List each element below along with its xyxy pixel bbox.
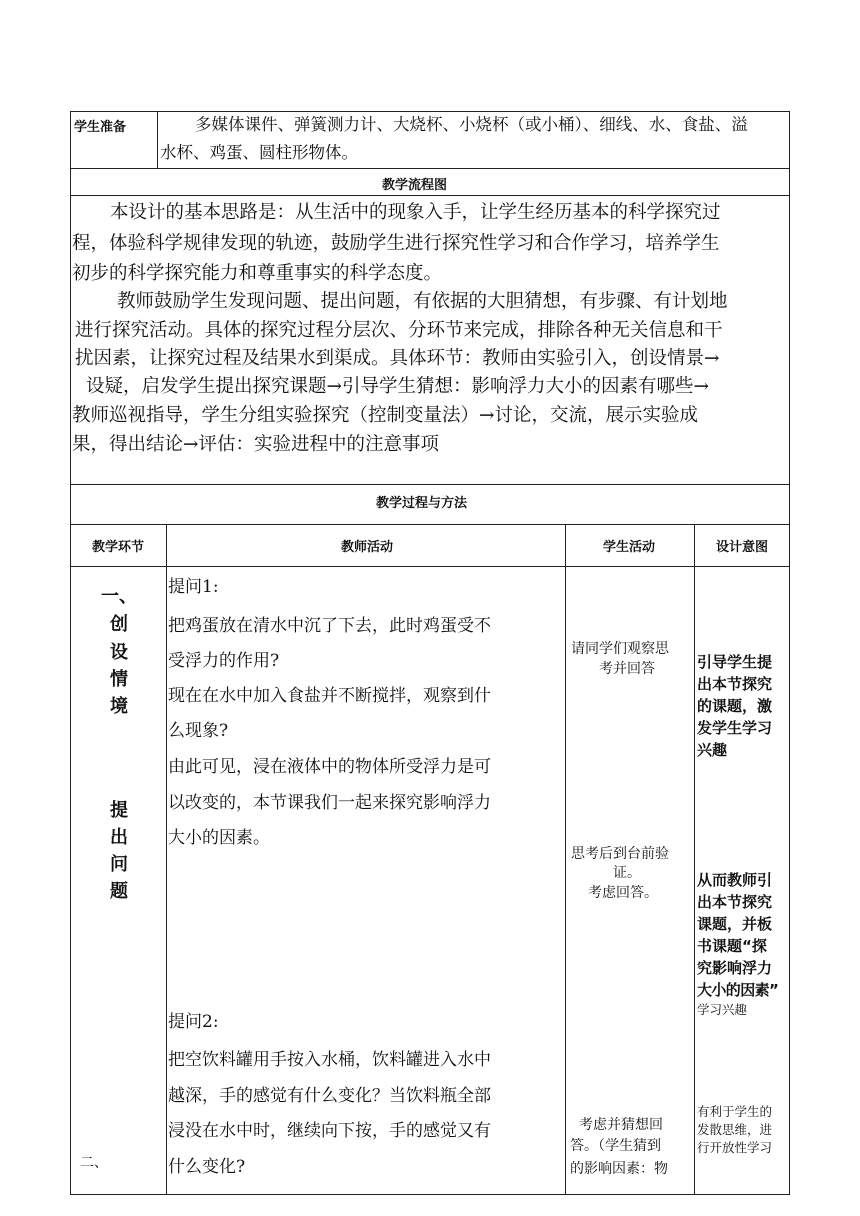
flow-line: 程，体验科学规律发现的轨迹，鼓励学生进行探究性学习和合作学习，培养学生 [72,233,720,254]
stage-char: 问 [110,854,128,875]
col-header-teacher: 教师活动 [341,540,394,555]
flow-line: 果，得出结论→评估：实验进程中的注意事项 [72,434,440,455]
student-line: 证。 [613,865,641,881]
teacher-line: 浸没在水中时，继续向下按，手的感觉又有 [168,1121,491,1141]
teacher-line: 什么变化? [168,1157,246,1177]
flow-line: 本设计的基本思路是：从生活中的现象入手，让学生经历基本的科学探究过 [110,202,721,223]
flow-line: 教师鼓励学生发现问题、提出问题，有依据的大胆猜想，有步骤、有计划地 [117,291,728,312]
intent-line: 究影响浮力 [697,959,773,977]
process-title: 教学过程与方法 [376,496,468,511]
intent-line: 行开放性学习 [697,1140,773,1155]
stage-char: 题 [110,881,128,902]
stage-char: 提 [110,800,128,821]
stage-char: 境 [110,696,128,717]
col-header-intent: 设计意图 [716,540,769,555]
prep-text-line2: 水杯、鸡蛋、圆柱形物体。 [160,143,358,162]
intent-line: 有利于学生的 [697,1104,773,1119]
flow-line: 初步的科学探究能力和尊重事实的科学态度。 [72,263,443,284]
flow-line: 教师巡视指导，学生分组实验探究（控制变量法）→讨论，交流，展示实验成 [72,405,699,426]
teacher-line: 由此可见，浸在液体中的物体所受浮力是可 [168,757,491,777]
intent-line: 引导学生提 [697,653,773,671]
intent-line: 书课题“探 [697,937,767,955]
intent-line: 的课题，激 [697,697,773,715]
table-rule [694,524,695,1194]
student-line: 考虑回答。 [588,885,658,901]
col-header-student: 学生活动 [603,540,656,555]
table-border-right [789,111,790,1195]
intent-line: 出本节探究 [697,675,773,693]
table-border-top [70,111,790,112]
teacher-line: 以改变的，本节课我们一起来探究影响浮力 [168,793,491,813]
table-border-bottom [70,1194,790,1195]
intent-line: 发散思维，进 [697,1122,773,1137]
stage-char: 情 [110,669,128,690]
intent-line: 大小的因素” [697,981,779,999]
student-line: 请同学们观察思 [571,641,669,657]
teacher-line: 大小的因素。 [168,828,270,848]
table-rule [70,484,790,485]
prep-label: 学生准备 [74,120,127,135]
flow-line: 进行探究活动。具体的探究过程分层次、分环节来完成，排除各种无关信息和干 [75,320,723,341]
question-title: 提问2: [168,1012,219,1032]
student-line: 考并回答 [599,661,655,677]
table-rule [157,111,158,168]
intent-line: 出本节探究 [697,893,773,911]
table-rule [70,195,790,196]
student-line: 思考后到台前验 [571,846,669,862]
teacher-line: 现在在水中加入食盐并不断搅拌，观察到什 [168,686,491,706]
student-line: 的影响因素：物 [570,1161,668,1177]
table-rule [565,524,566,1194]
stage-char: 一、 [101,586,137,607]
flow-line: 设疑，启发学生提出探究课题→引导学生猜想：影响浮力大小的因素有哪些→ [86,376,710,397]
table-rule [166,524,167,1194]
teacher-line: 把鸡蛋放在清水中沉了下去，此时鸡蛋受不 [168,616,491,636]
student-line: 答。（学生猜到 [570,1138,661,1154]
stage-char: 出 [110,827,128,848]
stage-char: 创 [110,614,128,635]
intent-line: 从而教师引 [697,871,773,889]
stage-char: 设 [110,642,128,663]
table-rule [70,566,790,567]
student-line: 考虑并猜想回 [579,1117,663,1133]
teacher-line: 把空饮料罐用手按入水桶，饮料罐进入水中 [168,1050,491,1070]
intent-2-tail: 学习兴趣 [697,1002,748,1017]
flow-title: 教学流程图 [382,178,448,193]
teacher-line: 受浮力的作用? [168,651,280,671]
table-rule [70,524,790,525]
prep-text-line1: 多媒体课件、弹簧测力计、大烧杯、小烧杯（或小桶）、细线、水、食盐、溢 [195,115,748,134]
question-title: 提问1: [168,577,219,597]
intent-line: 课题，并板 [697,915,773,933]
teacher-line: 越深，手的感觉有什么变化？当饮料瓶全部 [168,1086,491,1106]
intent-line: 发学生学习 [697,719,773,737]
flow-line: 扰因素，让探究过程及结果水到渠成。具体环节：教师由实验引入，创设情景→ [75,348,720,369]
table-border-left [70,111,71,1195]
stage-label-two: 二、 [80,1155,108,1171]
table-rule [70,168,790,169]
intent-line: 兴趣 [697,741,728,759]
teacher-line: 么现象? [168,721,229,741]
col-header-stage: 教学环节 [92,540,145,555]
